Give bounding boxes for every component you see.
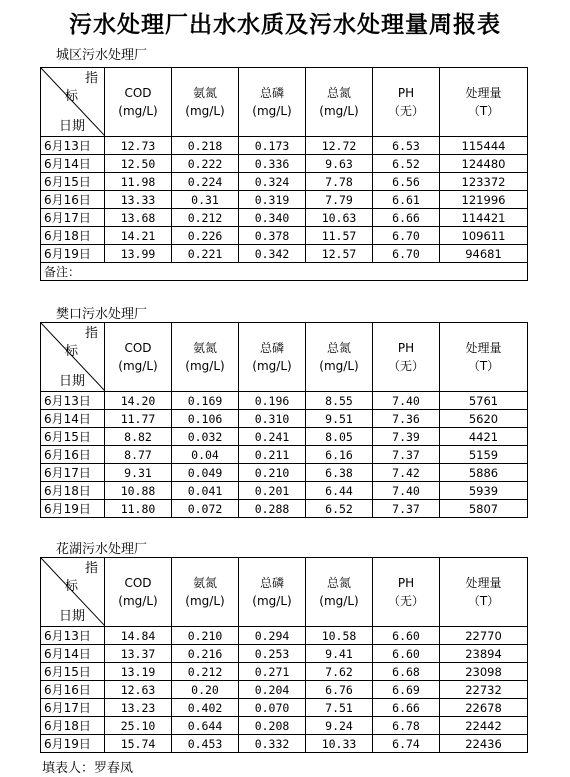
corner-label-mid: 标: [65, 89, 79, 104]
corner-label-bottom: 日期: [59, 374, 86, 389]
value-cell: 5807: [440, 500, 528, 518]
value-cell: 124480: [440, 155, 528, 173]
column-header-unit: （T）: [467, 359, 500, 373]
filler-name: 填表人：罗春凤: [42, 761, 134, 776]
value-cell: 0.310: [239, 410, 306, 428]
value-cell: 0.241: [239, 428, 306, 446]
table-row: [41, 191, 528, 209]
date-cell: 6月18日: [41, 227, 105, 245]
table-chengqu: [40, 67, 528, 281]
value-cell: 13.23: [105, 699, 172, 717]
value-cell: 11.57: [306, 227, 373, 245]
value-cell: 0.208: [239, 717, 306, 735]
value-cell: 13.19: [105, 663, 172, 681]
value-cell: 9.63: [306, 155, 373, 173]
value-cell: 94681: [440, 245, 528, 263]
date-cell: 6月15日: [41, 173, 105, 191]
value-cell: 0.221: [172, 245, 239, 263]
column-header-name: COD: [124, 341, 152, 355]
column-header-name: PH: [397, 341, 415, 355]
table-row: [41, 155, 528, 173]
column-header: [172, 323, 239, 392]
table-row: [41, 663, 528, 681]
value-cell: 22436: [440, 735, 528, 753]
value-cell: 13.99: [105, 245, 172, 263]
column-header: [306, 558, 373, 627]
value-cell: 13.33: [105, 191, 172, 209]
value-cell: 12.50: [105, 155, 172, 173]
note-label: 备注：: [41, 263, 528, 281]
value-cell: 10.58: [306, 627, 373, 645]
value-cell: 0.196: [239, 392, 306, 410]
column-header-name: 总磷: [259, 341, 284, 355]
column-header: [239, 323, 306, 392]
column-header-name: 氨氮: [192, 86, 217, 100]
value-cell: 0.041: [172, 482, 239, 500]
table-row: [41, 245, 528, 263]
corner-label-top: 指: [85, 561, 99, 576]
value-cell: 7.42: [373, 464, 440, 482]
value-cell: 0.294: [239, 627, 306, 645]
value-cell: 6.78: [373, 717, 440, 735]
value-cell: 0.204: [239, 681, 306, 699]
value-cell: 0.31: [172, 191, 239, 209]
value-cell: 0.216: [172, 645, 239, 663]
value-cell: 6.60: [373, 645, 440, 663]
value-cell: 6.61: [373, 191, 440, 209]
value-cell: 10.33: [306, 735, 373, 753]
column-header-unit: (mg/L): [252, 359, 292, 373]
column-header-name: 处理量: [465, 86, 502, 100]
column-header: [373, 323, 440, 392]
corner-label-top: 指: [85, 71, 99, 86]
value-cell: 8.55: [306, 392, 373, 410]
value-cell: 7.40: [373, 482, 440, 500]
plant-title-fankou: 樊口污水处理厂: [56, 307, 148, 322]
table-row: [41, 627, 528, 645]
table-row: [41, 735, 528, 753]
value-cell: 5886: [440, 464, 528, 482]
value-cell: 6.44: [306, 482, 373, 500]
table-row: [41, 464, 528, 482]
date-cell: 6月13日: [41, 392, 105, 410]
value-cell: 123372: [440, 173, 528, 191]
date-cell: 6月18日: [41, 717, 105, 735]
column-header: [440, 323, 528, 392]
column-header: [440, 558, 528, 627]
value-cell: 7.62: [306, 663, 373, 681]
value-cell: 12.63: [105, 681, 172, 699]
column-header: [172, 558, 239, 627]
value-cell: 11.98: [105, 173, 172, 191]
corner-label-bottom: 日期: [59, 609, 86, 624]
date-cell: 6月19日: [41, 735, 105, 753]
value-cell: 12.73: [105, 137, 172, 155]
column-header-unit: (mg/L): [252, 594, 292, 608]
value-cell: 6.52: [373, 155, 440, 173]
value-cell: 0.212: [172, 209, 239, 227]
value-cell: 0.032: [172, 428, 239, 446]
value-cell: 14.20: [105, 392, 172, 410]
table-row: [41, 428, 528, 446]
value-cell: 14.21: [105, 227, 172, 245]
corner-cell: [41, 558, 105, 627]
plant-title-chengqu: 城区污水处理厂: [56, 48, 148, 63]
value-cell: 6.68: [373, 663, 440, 681]
value-cell: 22732: [440, 681, 528, 699]
column-header-name: 总氮: [326, 86, 351, 100]
column-header-name: 总氮: [326, 576, 351, 590]
table-row: [41, 645, 528, 663]
column-header-name: 总氮: [326, 341, 351, 355]
table-fankou: [40, 322, 528, 518]
note-row: [41, 263, 528, 281]
value-cell: 0.201: [239, 482, 306, 500]
value-cell: 5159: [440, 446, 528, 464]
header-row: [41, 558, 528, 627]
date-cell: 6月14日: [41, 410, 105, 428]
value-cell: 6.53: [373, 137, 440, 155]
column-header-unit: (mg/L): [185, 594, 225, 608]
value-cell: 15.74: [105, 735, 172, 753]
report-title: 污水处理厂出水水质及污水处理量周报表: [69, 11, 501, 38]
value-cell: 6.70: [373, 227, 440, 245]
value-cell: 0.222: [172, 155, 239, 173]
date-cell: 6月17日: [41, 699, 105, 717]
value-cell: 0.378: [239, 227, 306, 245]
column-header-unit: （无）: [387, 359, 424, 373]
date-cell: 6月15日: [41, 663, 105, 681]
corner-label-mid: 标: [65, 344, 79, 359]
date-cell: 6月16日: [41, 681, 105, 699]
column-header-unit: （无）: [387, 594, 424, 608]
value-cell: 22770: [440, 627, 528, 645]
column-header: [105, 68, 172, 137]
column-header: [306, 323, 373, 392]
column-header-name: PH: [397, 86, 415, 100]
value-cell: 7.79: [306, 191, 373, 209]
value-cell: 0.319: [239, 191, 306, 209]
value-cell: 9.41: [306, 645, 373, 663]
date-cell: 6月19日: [41, 500, 105, 518]
column-header-unit: （无）: [387, 104, 424, 118]
value-cell: 109611: [440, 227, 528, 245]
value-cell: 7.40: [373, 392, 440, 410]
value-cell: 6.16: [306, 446, 373, 464]
value-cell: 6.66: [373, 209, 440, 227]
value-cell: 9.51: [306, 410, 373, 428]
value-cell: 7.37: [373, 446, 440, 464]
value-cell: 14.84: [105, 627, 172, 645]
value-cell: 121996: [440, 191, 528, 209]
date-cell: 6月16日: [41, 191, 105, 209]
value-cell: 0.332: [239, 735, 306, 753]
value-cell: 12.72: [306, 137, 373, 155]
table-row: [41, 173, 528, 191]
table-row: [41, 209, 528, 227]
value-cell: 23894: [440, 645, 528, 663]
column-header-unit: (mg/L): [118, 104, 158, 118]
value-cell: 22442: [440, 717, 528, 735]
value-cell: 5939: [440, 482, 528, 500]
date-cell: 6月14日: [41, 155, 105, 173]
column-header-unit: (mg/L): [319, 594, 359, 608]
column-header-name: 氨氮: [192, 341, 217, 355]
column-header-unit: (mg/L): [118, 594, 158, 608]
value-cell: 0.224: [172, 173, 239, 191]
table-row: [41, 410, 528, 428]
value-cell: 22678: [440, 699, 528, 717]
table-row: [41, 392, 528, 410]
column-header-unit: (mg/L): [252, 104, 292, 118]
table-row: [41, 699, 528, 717]
value-cell: 0.453: [172, 735, 239, 753]
table-row: [41, 446, 528, 464]
corner-cell: [41, 323, 105, 392]
column-header-name: 处理量: [465, 576, 502, 590]
value-cell: 6.38: [306, 464, 373, 482]
value-cell: 12.57: [306, 245, 373, 263]
value-cell: 0.288: [239, 500, 306, 518]
column-header-name: 氨氮: [192, 576, 217, 590]
column-header-unit: (mg/L): [185, 104, 225, 118]
value-cell: 6.66: [373, 699, 440, 717]
value-cell: 10.63: [306, 209, 373, 227]
value-cell: 7.78: [306, 173, 373, 191]
value-cell: 0.173: [239, 137, 306, 155]
value-cell: 7.36: [373, 410, 440, 428]
value-cell: 11.80: [105, 500, 172, 518]
value-cell: 0.226: [172, 227, 239, 245]
corner-cell: [41, 68, 105, 137]
value-cell: 0.211: [239, 446, 306, 464]
column-header-name: 处理量: [465, 341, 502, 355]
value-cell: 0.644: [172, 717, 239, 735]
value-cell: 0.324: [239, 173, 306, 191]
date-cell: 6月18日: [41, 482, 105, 500]
corner-label-bottom: 日期: [59, 119, 86, 134]
value-cell: 0.342: [239, 245, 306, 263]
column-header: [440, 68, 528, 137]
column-header-name: 总磷: [259, 86, 284, 100]
value-cell: 0.340: [239, 209, 306, 227]
date-cell: 6月13日: [41, 137, 105, 155]
table-row: [41, 227, 528, 245]
column-header-name: PH: [397, 576, 415, 590]
column-header-unit: (mg/L): [118, 359, 158, 373]
column-header: [373, 558, 440, 627]
value-cell: 0.210: [239, 464, 306, 482]
value-cell: 115444: [440, 137, 528, 155]
column-header: [239, 558, 306, 627]
value-cell: 6.52: [306, 500, 373, 518]
plant-title-huahu: 花湖污水处理厂: [56, 542, 148, 557]
column-header-unit: (mg/L): [185, 359, 225, 373]
column-header-name: COD: [124, 576, 152, 590]
date-cell: 6月14日: [41, 645, 105, 663]
value-cell: 6.76: [306, 681, 373, 699]
value-cell: 9.31: [105, 464, 172, 482]
value-cell: 114421: [440, 209, 528, 227]
column-header-name: 总磷: [259, 576, 284, 590]
value-cell: 0.106: [172, 410, 239, 428]
value-cell: 0.20: [172, 681, 239, 699]
header-row: [41, 68, 528, 137]
value-cell: 10.88: [105, 482, 172, 500]
value-cell: 0.070: [239, 699, 306, 717]
value-cell: 7.51: [306, 699, 373, 717]
value-cell: 6.56: [373, 173, 440, 191]
corner-label-mid: 标: [65, 579, 79, 594]
table-row: [41, 137, 528, 155]
date-cell: 6月13日: [41, 627, 105, 645]
column-header: [172, 68, 239, 137]
value-cell: 6.70: [373, 245, 440, 263]
value-cell: 0.402: [172, 699, 239, 717]
column-header-name: COD: [124, 86, 152, 100]
table-row: [41, 717, 528, 735]
value-cell: 5620: [440, 410, 528, 428]
date-cell: 6月16日: [41, 446, 105, 464]
value-cell: 7.37: [373, 500, 440, 518]
value-cell: 6.69: [373, 681, 440, 699]
value-cell: 25.10: [105, 717, 172, 735]
value-cell: 0.169: [172, 392, 239, 410]
table-huahu: [40, 557, 528, 753]
date-cell: 6月19日: [41, 245, 105, 263]
column-header-unit: (mg/L): [319, 359, 359, 373]
value-cell: 11.77: [105, 410, 172, 428]
value-cell: 9.24: [306, 717, 373, 735]
value-cell: 8.05: [306, 428, 373, 446]
value-cell: 0.336: [239, 155, 306, 173]
value-cell: 0.072: [172, 500, 239, 518]
value-cell: 5761: [440, 392, 528, 410]
value-cell: 0.049: [172, 464, 239, 482]
date-cell: 6月15日: [41, 428, 105, 446]
value-cell: 13.68: [105, 209, 172, 227]
column-header-unit: （T）: [467, 594, 500, 608]
value-cell: 8.82: [105, 428, 172, 446]
column-header-unit: (mg/L): [319, 104, 359, 118]
corner-label-top: 指: [85, 326, 99, 341]
table-row: [41, 500, 528, 518]
column-header: [105, 558, 172, 627]
value-cell: 0.271: [239, 663, 306, 681]
column-header: [239, 68, 306, 137]
value-cell: 0.04: [172, 446, 239, 464]
table-row: [41, 681, 528, 699]
value-cell: 13.37: [105, 645, 172, 663]
column-header-unit: （T）: [467, 104, 500, 118]
column-header: [306, 68, 373, 137]
column-header: [105, 323, 172, 392]
value-cell: 4421: [440, 428, 528, 446]
date-cell: 6月17日: [41, 209, 105, 227]
date-cell: 6月17日: [41, 464, 105, 482]
value-cell: 0.253: [239, 645, 306, 663]
table-row: [41, 482, 528, 500]
column-header: [373, 68, 440, 137]
value-cell: 7.39: [373, 428, 440, 446]
value-cell: 6.60: [373, 627, 440, 645]
value-cell: 0.218: [172, 137, 239, 155]
header-row: [41, 323, 528, 392]
value-cell: 0.210: [172, 627, 239, 645]
value-cell: 0.212: [172, 663, 239, 681]
value-cell: 6.74: [373, 735, 440, 753]
value-cell: 8.77: [105, 446, 172, 464]
value-cell: 23098: [440, 663, 528, 681]
